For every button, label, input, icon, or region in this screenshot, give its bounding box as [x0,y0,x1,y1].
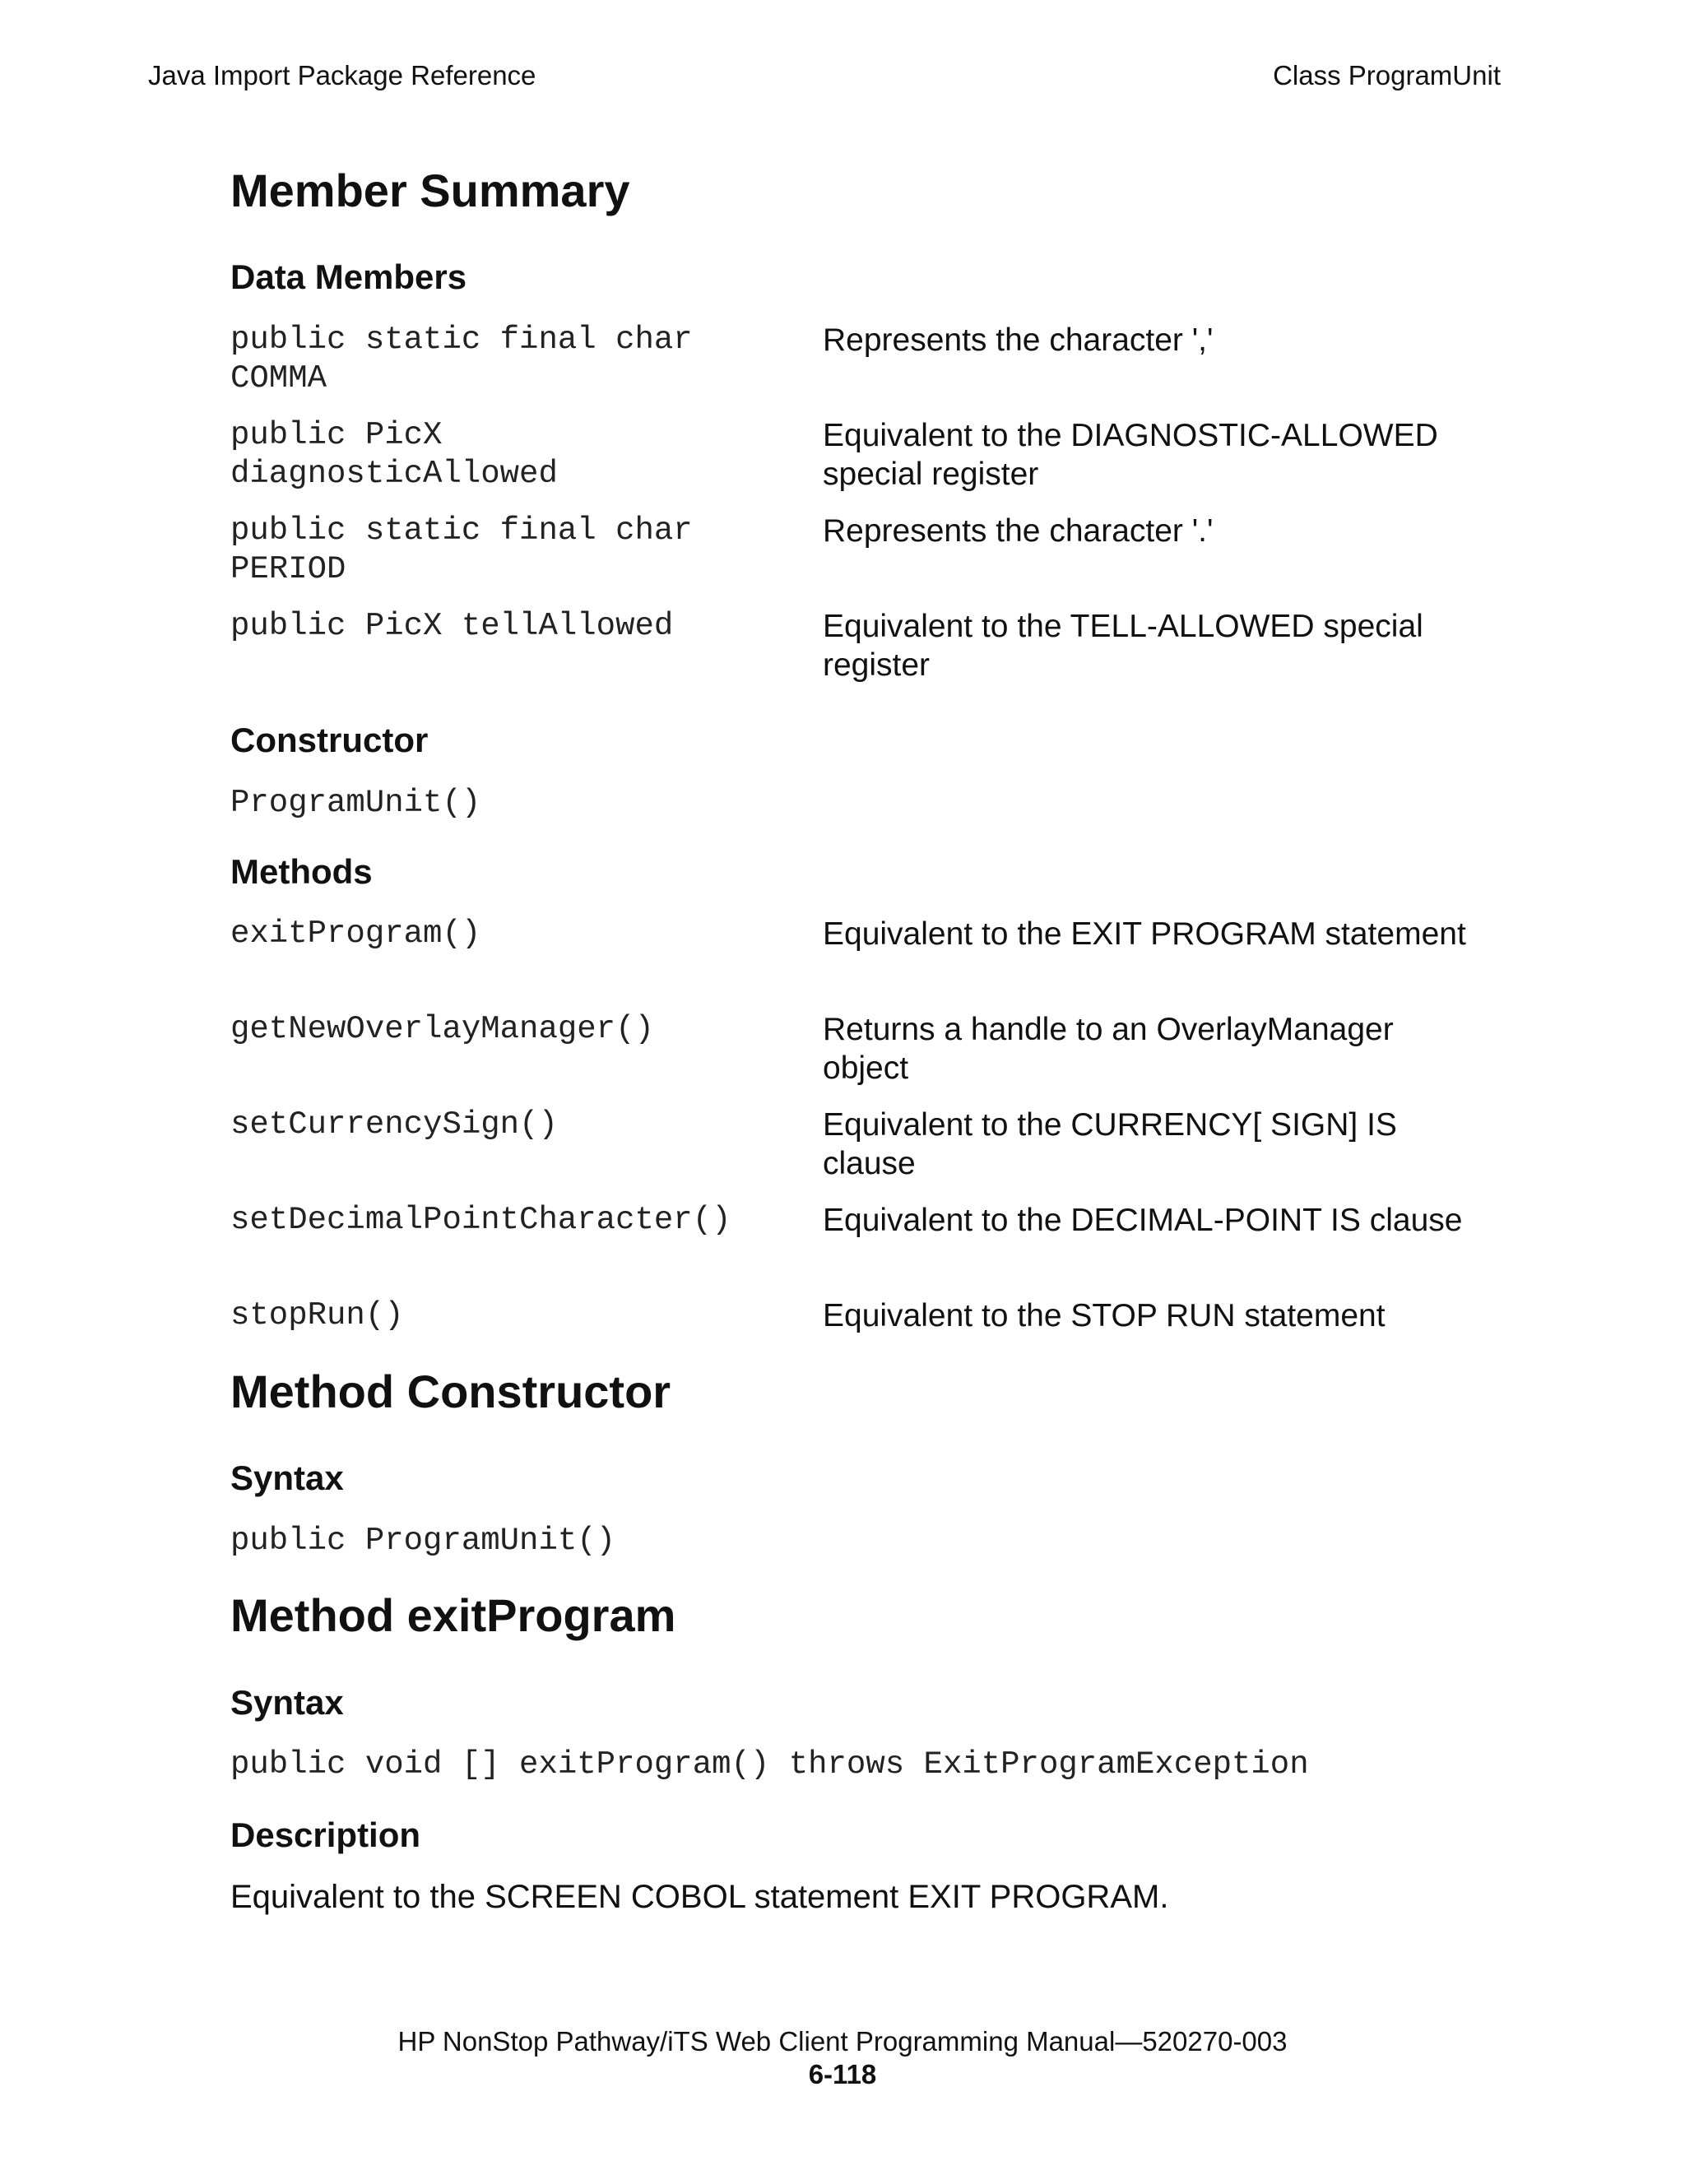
data-member-description: Equivalent to the DIAGNOSTIC-ALLOWED special register [823,418,1438,492]
method-description: Returns a handle to an OverlayManager object [823,1012,1394,1086]
method-description: Equivalent to the CURRENCY[ SIGN] IS clause [823,1107,1397,1181]
method-exitprogram-title: Method exitProgram [230,1589,676,1641]
constructor-heading: Constructor [230,721,429,759]
method-signature: stopRun() [230,1297,404,1333]
method-description: Equivalent to the STOP RUN statement [823,1298,1386,1333]
constructor-signature: ProgramUnit() [230,785,481,821]
method-signature: exitProgram() [230,916,481,952]
method-constructor-title: Method Constructor [230,1366,671,1417]
method-description: Equivalent to the DECIMAL-POINT IS clause [823,1203,1463,1238]
data-members-heading: Data Members [230,257,467,296]
data-member-description: Represents the character '.' [823,513,1214,549]
footer-page-number: 6-118 [808,2059,877,2089]
data-member-description: Equivalent to the TELL-ALLOWED special register [823,609,1423,683]
footer-manual-title: HP NonStop Pathway/iTS Web Client Programming Manual—520270-003 [397,2026,1288,2056]
method-exitprogram-description: Equivalent to the SCREEN COBOL statement EXIT PROGRAM. [230,1879,1169,1915]
methods-heading: Methods [230,852,373,891]
method-signature: setCurrencySign() [230,1106,558,1143]
data-member-signature: public static final char COMMA [230,322,713,396]
data-member-signature: public PicX diagnosticAllowed [230,417,558,492]
method-constructor-syntax-heading: Syntax [230,1458,344,1497]
data-member-description: Represents the character ',' [823,322,1214,358]
running-header-right: Class ProgramUnit [1273,60,1501,90]
method-signature: setDecimalPointCharacter() [230,1202,731,1238]
method-exitprogram-description-heading: Description [230,1815,421,1854]
method-exitprogram-syntax: public void [] exitProgram() throws ExitProgramException [230,1746,1309,1783]
running-header-left: Java Import Package Reference [148,60,536,90]
member-summary-title: Member Summary [230,165,630,216]
method-exitprogram-syntax-heading: Syntax [230,1683,344,1722]
method-constructor-syntax: public ProgramUnit() [230,1523,616,1559]
data-member-signature: public static final char PERIOD [230,512,713,587]
data-member-signature: public PicX tellAllowed [230,608,674,644]
method-signature: getNewOverlayManager() [230,1011,654,1047]
method-description: Equivalent to the EXIT PROGRAM statement [823,916,1466,952]
